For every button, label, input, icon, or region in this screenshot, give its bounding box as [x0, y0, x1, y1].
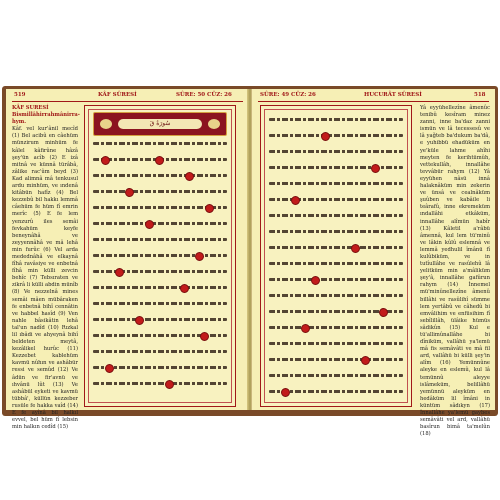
arabic-line: [269, 182, 403, 185]
arabic-line: [93, 190, 227, 193]
arabic-line: [93, 302, 227, 305]
ayah-marker: [200, 332, 209, 341]
arabic-line: [269, 262, 403, 265]
ayah-marker: [371, 164, 380, 173]
right-translation-text: Yâ eyyühellezîne âmenûc tenibû kesîram minez zanni, inne ba'daz zanni ismün ve lâ tecessesû ve lâ yağteb ba'dukum ba'dâ, e yuhibbü ehadüküm en ye'küle lahme ahîhi meyten fe kerihtümûh, vettekullâh, innallâhe tevvâbür rahym (12) Yâ eyyühen nâsü innâ halaknâküm min zekerin ve ünsâ ve cealnâküm şuûben ve kabâile li teârafû, inne ekremeküm ındallâhi etkâküm, innallâhe alîmün habîr (13) Kâletil a'râbü âmennâ, kul lem tü'minû ve lâkin kûlû eslemnâ ve lemmâ yedhulil îmânü fî kulûbiküm, ve in tutîullâhe ve rasûlehû lâ yelitküm min a'mâliküm şey'â, innallâhe gafûrun rahym (14) İnnemel mü'minûnellezîne âmenû billâhi ve rasûlihî sümme lem yertâbû ve câhedû bi emvâlihim ve enfüsihim fî sebîlillâh, ülâike hümüs sâdikûn (15) Kul e tü'allimûnallâhe bi dîniküm, vallâhü ya'lemü mâ fis semâvâti ve mâ fil ard, vallâhü bi külli şey'in alîm (16) Yemünnûne aleyke en eslemû, kul lâ temünnû aleyye islâmeküm, belillâhü yemünnü aleyküm en hedâküm lil îmâni in küntüm sâdıkyn (17) İnnallâhe ya'lemü gaybes semâvâti vel ard, vallâhü basîrun bimâ ta'melûn (18): [420, 105, 490, 438]
ayah-marker: [379, 308, 388, 317]
left-translation: [12, 105, 80, 431]
ayah-marker: [180, 284, 189, 293]
arabic-line: [269, 134, 403, 137]
surah-title-banner-text: سُورَةُ قٓ: [118, 119, 202, 129]
basmala-line: [93, 142, 227, 145]
left-page: [6, 89, 250, 431]
right-surah-header: HUCURÂT SÛRESİ: [364, 92, 422, 98]
ayah-marker: [105, 364, 114, 373]
left-surah-header: KÂF SÛRESİ: [98, 92, 137, 98]
arabic-line: [269, 342, 403, 345]
left-page-number: 519: [14, 92, 26, 98]
banner-ornament-left: [100, 119, 112, 129]
arabic-line: [269, 374, 403, 377]
left-arabic-text-block: [84, 105, 236, 407]
left-translation-basmala: Bismillâhirrahmânirra-hym.: [12, 112, 80, 126]
arabic-line: [269, 118, 403, 121]
arabic-line: [269, 230, 403, 233]
arabic-line: [93, 382, 227, 385]
arabic-line: [93, 350, 227, 353]
left-header-rule: [12, 101, 243, 102]
arabic-line: [269, 294, 403, 297]
left-translation-title: KÂF SURESİ: [12, 105, 49, 111]
arabic-line: [93, 222, 227, 225]
right-header-rule: [258, 101, 489, 102]
arabic-line: [269, 198, 403, 201]
arabic-line: [269, 326, 403, 329]
arabic-line: [93, 318, 227, 321]
left-translation-text: Kâf. vel kur'ânil mecîd (1) Bel acibû en câehüm münzirum minhüm fe kâlel kâfirûne hâzâ şey'ün acîb (2) E izâ mitnâ ve künnâ türâbâ, zâlike rac'ûm beyd (3) Kad alimnâ mâ tenkusul ardu minhüm, ve ındenâ kitâbün hafîz (4) Bel kezzebû bil hakkı lemmâ câehüm fe hüm fî emrin merîc (5) E fe lem yenzurû iles semâi fevkahüm keyfe beneynâhâ ve zeyyennâhâ ve mâ lehâ min furûc (6) Vel arda medednâhâ ve elkaynâ fîhâ ravâsiye ve enbetnâ fîhâ min külli zevcin behîc (7) Tebsıraten ve zikrâ li külli abdin münîb (8) Ve nezzelnâ mines semâi mâen mübâraken fe enbetnâ bihî cennâtin ve habbel hasîd (9) Ven nahle bâsikâtin lehâ tal'un nadîd (10) Rızkal lil ıbâdi ve ahyeynâ bihî beldeten meytâ, kezâlikel hurûc (11) Kezzebet kablehüm kavmü nûhın ve ashâbür ressi ve semûd (12) Ve âdün ve fir'avnü ve ıhvânü lût (13) Ve ashâbül eyketi ve kavmü tübbâ', küllün kezzeber rusüle fe hakka vaîd (14) E fe ayînâ bil halkıl evvel, bel hüm fî lebsin min halkın cedîd (15): [12, 126, 78, 431]
right-location: SÛRE: 49 CÜZ: 26: [260, 92, 316, 98]
ayah-marker: [321, 132, 330, 141]
ayah-marker: [195, 252, 204, 261]
ayah-marker: [281, 388, 290, 397]
right-arabic-text-block: [260, 105, 412, 407]
arabic-line: [269, 214, 403, 217]
right-page-number: 518: [474, 92, 486, 98]
arabic-line: [269, 150, 403, 153]
arabic-line: [93, 286, 227, 289]
ayah-marker: [361, 356, 370, 365]
left-location: SÛRE: 50 CÜZ: 26: [176, 92, 232, 98]
arabic-line: [93, 174, 227, 177]
ayah-marker: [205, 204, 214, 213]
right-page: [251, 89, 495, 438]
arabic-line: [269, 166, 403, 169]
ayah-marker: [351, 244, 360, 253]
surah-title-banner: [93, 112, 227, 136]
ayah-marker: [165, 380, 174, 389]
banner-ornament-right: [208, 119, 220, 129]
ayah-marker: [311, 276, 320, 285]
ayah-marker: [135, 316, 144, 325]
ayah-marker: [185, 172, 194, 181]
right-translation: [420, 105, 490, 438]
arabic-line: [93, 270, 227, 273]
ayah-marker: [115, 268, 124, 277]
arabic-line: [269, 246, 403, 249]
ayah-marker: [101, 156, 110, 165]
ayah-marker: [301, 324, 310, 333]
ayah-marker: [291, 196, 300, 205]
arabic-line: [269, 278, 403, 281]
ayah-marker: [125, 188, 134, 197]
arabic-line: [93, 254, 227, 257]
arabic-line: [93, 238, 227, 241]
ayah-marker: [155, 156, 164, 165]
arabic-line: [269, 358, 403, 361]
ayah-marker: [145, 220, 154, 229]
